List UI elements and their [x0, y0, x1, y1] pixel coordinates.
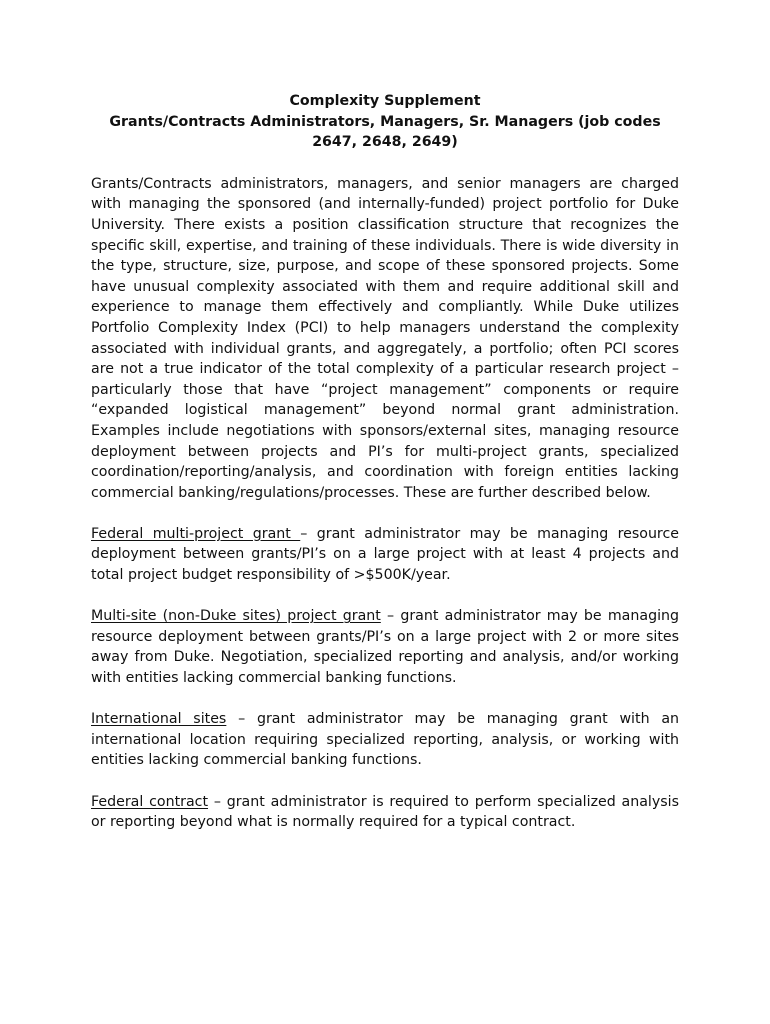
section-term: International sites	[91, 711, 227, 728]
section-multi-site-project-grant	[91, 606, 679, 688]
section-international-sites	[91, 709, 679, 771]
section-description: – grant administrator is required to perform specialized analysis or reporting beyond what is normally required for a typical contract.	[91, 793, 679, 831]
document-page	[91, 91, 679, 833]
section-federal-contract	[91, 792, 679, 833]
section-term: Federal multi-project grant	[91, 525, 301, 542]
document-subtitle: Grants/Contracts Administrators, Managers, Sr. Managers (job codes 2647, 2648, 2649)	[109, 113, 661, 151]
document-title: Complexity Supplement	[289, 93, 481, 109]
section-description: – grant administrator may be managing resource deployment between grants/PI’s on a large project with at least 4 projects and total project budget responsibility of >$500K/year.	[91, 525, 679, 584]
section-federal-multi-project-grant	[91, 524, 679, 586]
section-description: – grant administrator may be managing resource deployment between grants/PI’s on a large project with 2 or more sites away from Duke. Negotiation, specialized reporting and analysis, and/or working with entities lacking commercial banking functions.	[91, 608, 680, 687]
section-term: Federal contract	[91, 793, 209, 810]
section-description: – grant administrator may be managing grant with an international location requiring specialized reporting, analysis, or working with entities lacking commercial banking functions.	[91, 711, 680, 769]
intro-paragraph: Grants/Contracts administrators, managers, and senior managers are charged with managing the sponsored (and internally-funded) project portfolio for Duke University. There exists a position classification structure that recognizes the specific skill, expertise, and training of these individuals. There is wide diversity in the type, structure, size, purpose, and scope of these sponsored projects. Some have unusual complexity associated with them and require additional skill and experience to manage them effectively and compliantly. While Duke utilizes Portfolio Complexity Index (PCI) to help managers understand the complexity associated with individual grants, and aggregately, a portfolio; often PCI scores are not a true indicator of the total complexity of a particular research project – particularly those that have “project management” components or require “expanded logistical management” beyond normal grant administration. Examples include negotiations with sponsors/external sites, managing resource deployment between projects and PI’s for multi-project grants, specialized coordination/reporting/analysis, and coordination with foreign entities lacking commercial banking/regulations/processes. These are further described below.	[91, 175, 679, 501]
document-header	[91, 91, 679, 153]
section-term: Multi-site (non-Duke sites) project grant	[91, 608, 381, 625]
